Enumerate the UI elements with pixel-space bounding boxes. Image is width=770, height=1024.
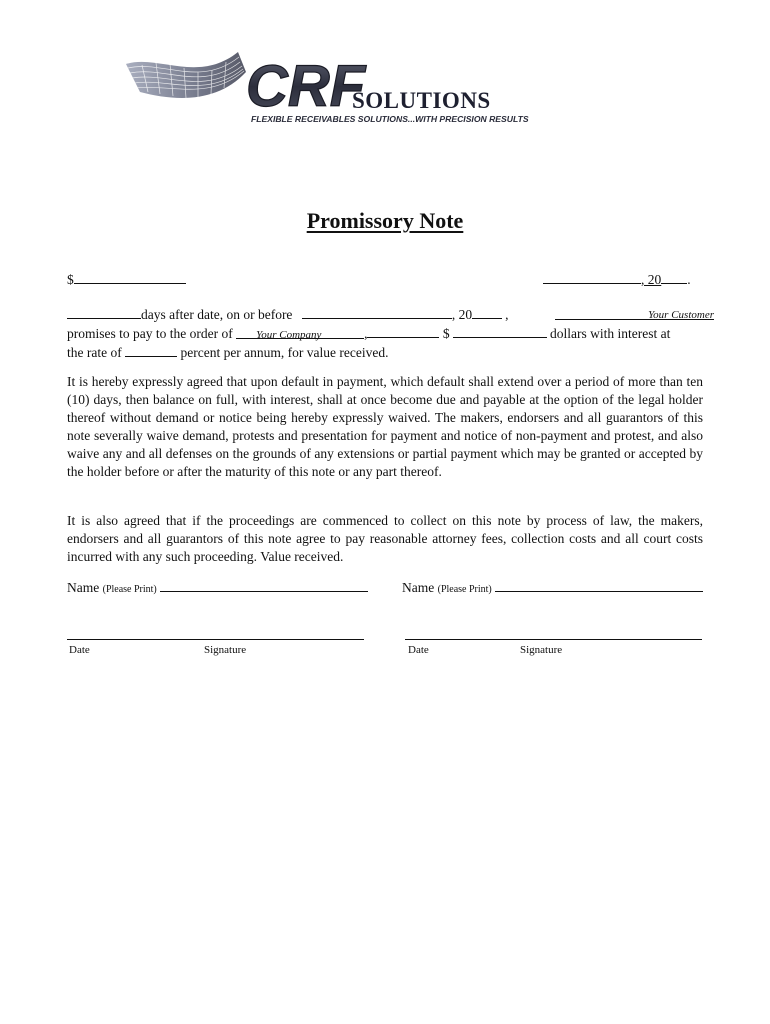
name-line-left [67, 578, 368, 599]
name-label-right: Name [402, 580, 435, 595]
name-field-left[interactable] [160, 578, 368, 592]
tagline: FLEXIBLE RECEIVABLES SOLUTIONS...WITH PRECISION RESULTS [251, 114, 529, 124]
year-field[interactable] [661, 270, 687, 284]
year-prefix-2: , 20 [451, 307, 473, 322]
dollar-sign: $ [67, 272, 74, 287]
principal-field[interactable] [453, 324, 547, 338]
brand-name: SOLUTIONS [352, 88, 491, 113]
before-date-field[interactable] [302, 305, 452, 319]
rate-line [67, 343, 389, 362]
signature-field-right[interactable] [405, 639, 702, 640]
percent-text: percent per annum, for value received. [180, 345, 389, 360]
company-extra-field[interactable] [367, 324, 439, 338]
period: . [687, 272, 691, 287]
days-text: days after date, on or before [141, 307, 293, 322]
order-line [67, 324, 670, 343]
date-field[interactable] [543, 270, 641, 284]
crf-letters: CRF [246, 54, 366, 119]
customer-field[interactable] [555, 305, 714, 320]
amount-line [67, 270, 186, 289]
date-label-right: Date [408, 644, 429, 656]
comma-2: , [505, 307, 509, 322]
company-placeholder: Your Company [256, 329, 322, 341]
name-field-right[interactable] [495, 578, 703, 592]
dollar-sign-2: $ [442, 326, 450, 341]
name-line-right [402, 578, 703, 599]
date-line [543, 270, 691, 289]
document-title: Promissory Note [306, 208, 464, 233]
date-label-left: Date [69, 644, 90, 656]
name-hint-right: (Please Print) [437, 584, 492, 595]
interest-text: dollars with interest at [549, 326, 671, 341]
signature-label-right: Signature [520, 644, 563, 656]
company-field[interactable] [236, 325, 364, 339]
name-hint-left: (Please Print) [102, 584, 157, 595]
comma-3: , [364, 326, 368, 341]
signature-label-left: Signature [204, 644, 247, 656]
amount-field[interactable] [74, 270, 186, 284]
days-field[interactable] [67, 305, 141, 319]
rate-text: the rate of [67, 345, 122, 360]
days-line [67, 305, 508, 324]
customer-placeholder: Your Customer [648, 309, 714, 321]
year-prefix: , 20 [641, 272, 662, 287]
collection-clause: It is also agreed that if the proceedings are commenced to collect on this note by process of law, the makers, endorsers and all guarantors of this note agree to pay reasonable attorney fees, collection costs and all court costs incurred with any such proceeding. Value received. [67, 513, 703, 564]
rate-field[interactable] [125, 343, 177, 357]
name-label-left: Name [67, 580, 100, 595]
signature-field-left[interactable] [67, 639, 364, 640]
default-clause: It is hereby expressly agreed that upon default in payment, which default shall extend over a period of more than ten (10) days, then balance on full, with interest, shall at once become due and payable at the option of the legal holder thereof without demand or notice being hereby expressly waived. The makers, endorsers and all guarantors of this note severally waive demand, protests and presentation for payment and notice of non-payment and protest, and also waive any and all defenses on the grounds of any extensions or partial payment which may be granted or accepted by the holder before or after the maturity of this note or any part thereof. [67, 374, 703, 479]
year-field-2[interactable] [472, 305, 502, 319]
promises-text: promises to pay to the order of [67, 326, 233, 341]
